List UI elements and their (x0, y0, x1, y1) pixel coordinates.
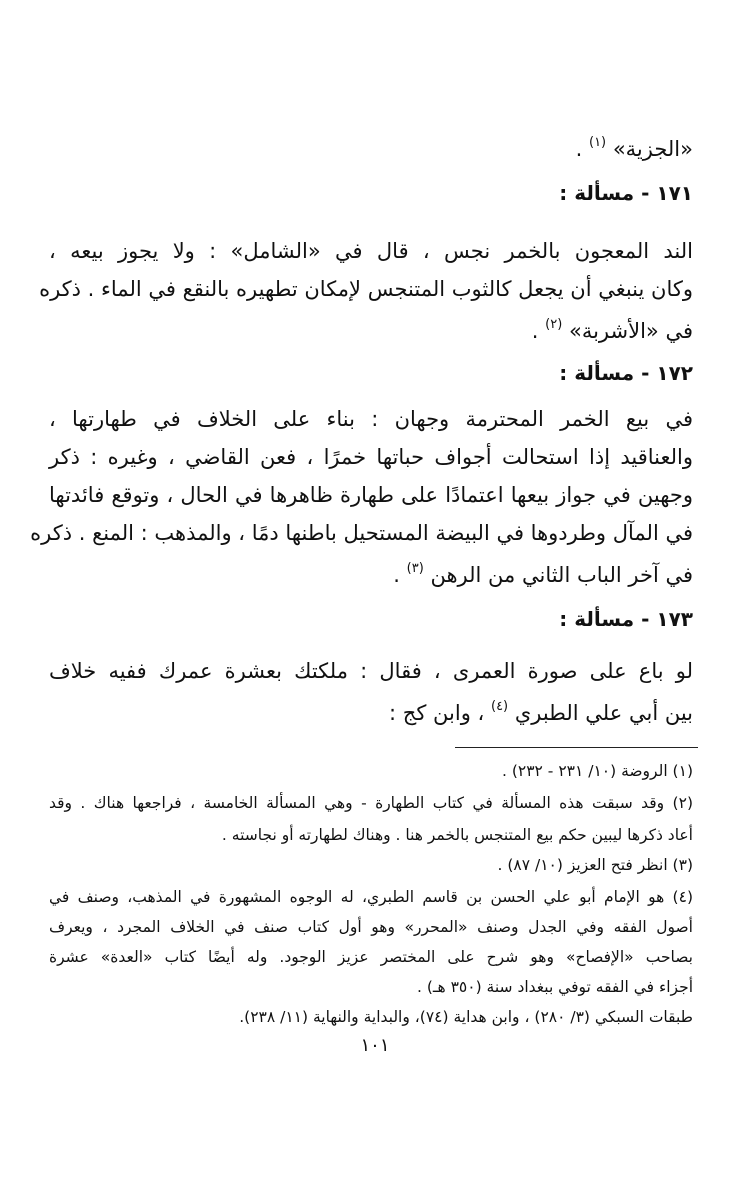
issue-heading-173: ١٧٣ - مسألة : (559, 607, 693, 631)
footnote-marker-4: (٤) (490, 699, 509, 714)
footnote-2-line-2: أعاد ذكرها ليبين حكم بيع المتنجس بالخمر هنا . وهناك لطهارته أو نجاسته . (221, 826, 693, 844)
text-line-9: وجهين في جواز بيعها اعتمادًا على طهارة ظاهرها في الحال ، وتوقع فائدتها (49, 483, 693, 507)
text-line-1 (49, 130, 693, 164)
footnote-3: (٣) انظر فتح العزيز (١٠/ ٨٧) . (497, 856, 693, 874)
text-line-7: في بيع الخمر المحترمة وجهان : بناء على الخلاف في طهارتها ، (49, 407, 693, 431)
line-continuation: ، وابن كج : (389, 701, 485, 725)
footnote-4-line-3: بصاحب «الإفصاح» وهو شرح على المختصر عزيز الوجود. وله أيضًا كتاب «العدة» عشرة (49, 948, 693, 966)
footnote-1: (١) الروضة (١٠/ ٢٣١ - ٢٣٢) . (501, 762, 693, 780)
quoted-term: «الجزية» (612, 137, 693, 161)
issue-heading-172: ١٧٢ - مسألة : (559, 361, 693, 385)
footnote-4-line-4: أجزاء في الفقه توفي ببغداد سنة (٣٥٠ هـ) . (417, 978, 693, 996)
source-reference: في «الأشربة» (568, 319, 693, 343)
page-number: ١٠١ (360, 1035, 390, 1056)
text-line-3: الند المعجون بالخمر نجس ، قال في «الشامل» : ولا يجوز بيعه ، (49, 239, 693, 263)
line-end-period: . (531, 319, 539, 343)
footnote-marker-1: (١) (588, 135, 607, 150)
footnote-marker-2: (٢) (545, 317, 563, 332)
text-line-8: والعناقيد إذا استحالت أجواف حباتها خمرًا ، فعن القاضي ، وغيره : ذكر (49, 445, 693, 469)
text-line-10: في المآل وطردوها في البيضة المستحيل باطنها دمًا ، والمذهب : المنع . ذكره (30, 521, 693, 545)
footnote-4-sources: طبقات السبكي (٣/ ٢٨٠) ، وابن هداية (٧٤)، والبداية والنهاية (١١/ ٢٣٨). (239, 1008, 693, 1026)
footnote-separator (455, 747, 698, 748)
footnote-marker-3: (٣) (406, 561, 424, 576)
line-end-period: . (575, 137, 583, 161)
text-line-11 (49, 556, 693, 590)
scholar-name: بين أبي علي الطبري (514, 701, 693, 725)
line-end-period: . (393, 563, 400, 587)
issue-heading-171: ١٧١ - مسألة : (559, 181, 693, 205)
text-line-13: لو باع على صورة العمرى ، فقال : ملكتك بعشرة عمرك ففيه خلاف (49, 659, 693, 683)
source-reference: في آخر الباب الثاني من الرهن (430, 563, 693, 587)
footnote-4-line-2: أصول الفقه وفي الجدل وصنف «المحرر» وهو أول كتاب صنف في الخلاف المجرد ، ويعرف (49, 918, 693, 936)
text-line-14 (49, 694, 693, 728)
text-line-5 (49, 312, 693, 346)
text-line-4: وكان ينبغي أن يجعل كالثوب المتنجس لإمكان تطهيره بالنقع في الماء . ذكره (39, 277, 693, 301)
footnote-4-line-1: (٤) هو الإمام أبو علي الحسن بن قاسم الطبري، له الوجوه المشهورة في المذهب، وصنف في (49, 888, 693, 906)
footnote-2-line-1: (٢) وقد سبقت هذه المسألة في كتاب الطهارة - وهي المسألة الخامسة ، فراجعها هناك . وقد (49, 794, 693, 812)
